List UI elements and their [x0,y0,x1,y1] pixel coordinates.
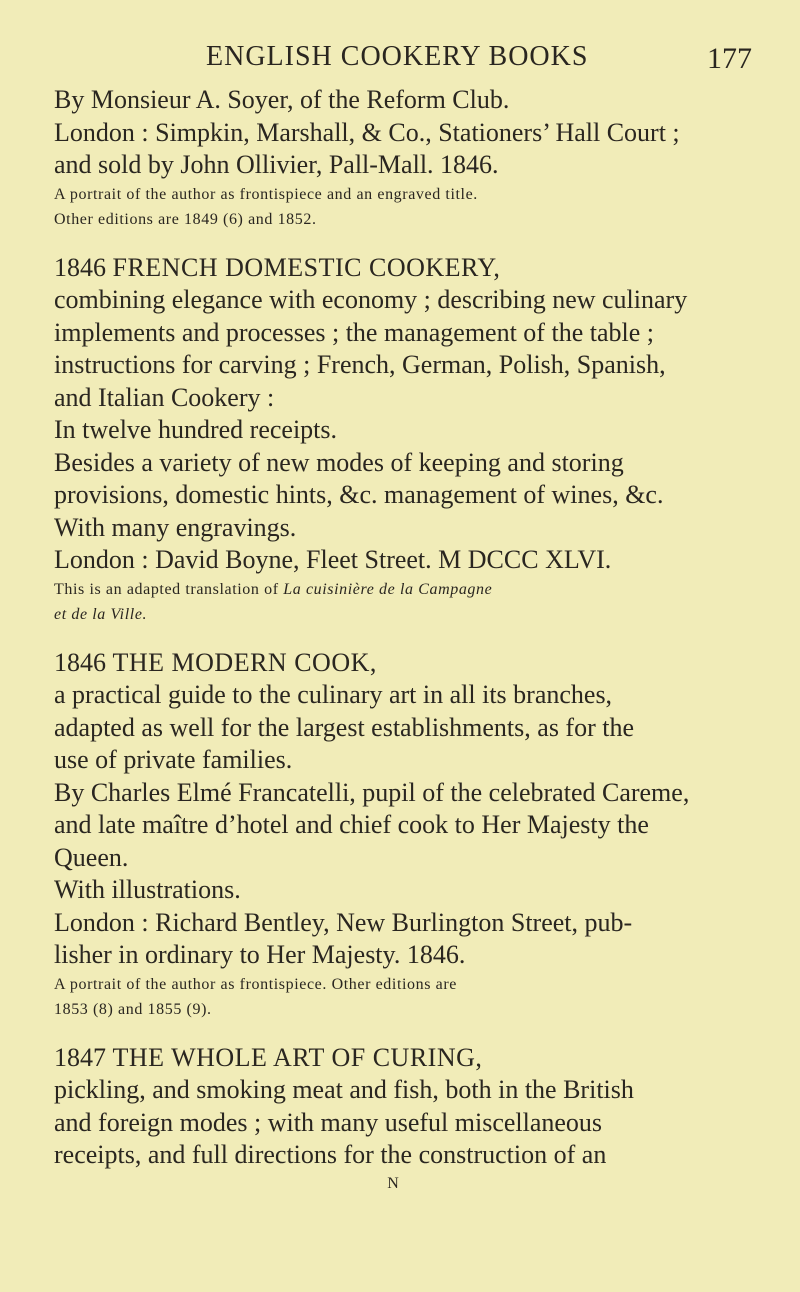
entry-whole-art-of-curing [54,1042,752,1172]
entry-year: 1846 [54,647,106,677]
entry-line: and Italian Cookery : [54,382,275,412]
entry-line: London : Richard Bentley, New Burlington Street, pub- [54,907,633,937]
entry-line: receipts, and full directions for the construction of an [54,1140,607,1169]
entry-line: provisions, domestic hints, &c. management of wines, &c. [54,480,664,509]
entry-line: and foreign modes ; with many useful miscellaneous [54,1107,603,1137]
entry-line: pickling, and smoking meat and fish, both in the British [54,1075,634,1104]
entry-note: Other editions are 1849 (6) and 1852. [54,210,317,228]
entry-line: Besides a variety of new modes of keeping and storing [54,447,624,477]
entry-line: London : David Boyne, Fleet Street. M DCCC XLVI. [54,545,612,574]
entry-line: and sold by John Ollivier, Pall-Mall. 1846. [54,150,499,179]
entry-line: London : Simpkin, Marshall, & Co., Stationers’ Hall Court ; [54,117,680,147]
page-number: 177 [707,42,752,75]
entry-note: 1853 (8) and 1855 (9). [54,1000,212,1018]
entry-title: THE MODERN COOK, [112,647,377,677]
entry-note [54,602,752,627]
entry-french-domestic-cookery [54,252,752,627]
running-head [54,40,752,84]
entry-note [54,577,752,602]
entry-note-italic: et de la Ville. [54,605,148,623]
entry-modern-cook [54,647,752,1022]
entry-line: adapted as well for the largest establishments, as for the [54,712,635,742]
entry-note-italic: La cuisinière de la Campagne [283,580,493,598]
entry-heading [54,1042,752,1075]
entry-year: 1846 [54,252,106,282]
entry-line: With illustrations. [54,875,241,904]
entry-line: instructions for carving ; French, German, Polish, Spanish, [54,350,666,379]
entry-line: By Monsieur A. Soyer, of the Reform Club. [54,85,510,114]
entry-title: FRENCH DOMESTIC COOKERY, [112,252,501,282]
entry-note: A portrait of the author as frontispiece. Other editions are [54,975,457,993]
entry-line: and late maître d’hotel and chief cook to Her Majesty the [54,810,649,839]
entry-heading [54,252,752,285]
entry-line: use of private families. [54,745,293,774]
signature-mark: N [387,1174,399,1192]
entry-line: implements and processes ; the management of the table ; [54,317,654,347]
entry-note-text: This is an adapted translation of [54,580,284,598]
entry-soyer-continued [54,84,752,232]
entry-line: a practical guide to the culinary art in all its branches, [54,680,613,709]
entry-line: Queen. [54,842,129,872]
entry-line: By Charles Elmé Francatelli, pupil of the celebrated Careme, [54,777,690,807]
entry-line: combining elegance with economy ; describing new culinary [54,285,688,314]
entry-line: In twelve hundred receipts. [54,415,338,444]
entry-year: 1847 [54,1042,106,1072]
running-title: ENGLISH COOKERY BOOKS [206,41,589,72]
entry-line: With many engravings. [54,512,297,542]
entry-line: lisher in ordinary to Her Majesty. 1846. [54,940,466,969]
entry-heading [54,647,752,680]
entry-title: THE WHOLE ART OF CURING, [112,1042,483,1072]
entry-note: A portrait of the author as frontispiece and an engraved title. [54,185,478,203]
